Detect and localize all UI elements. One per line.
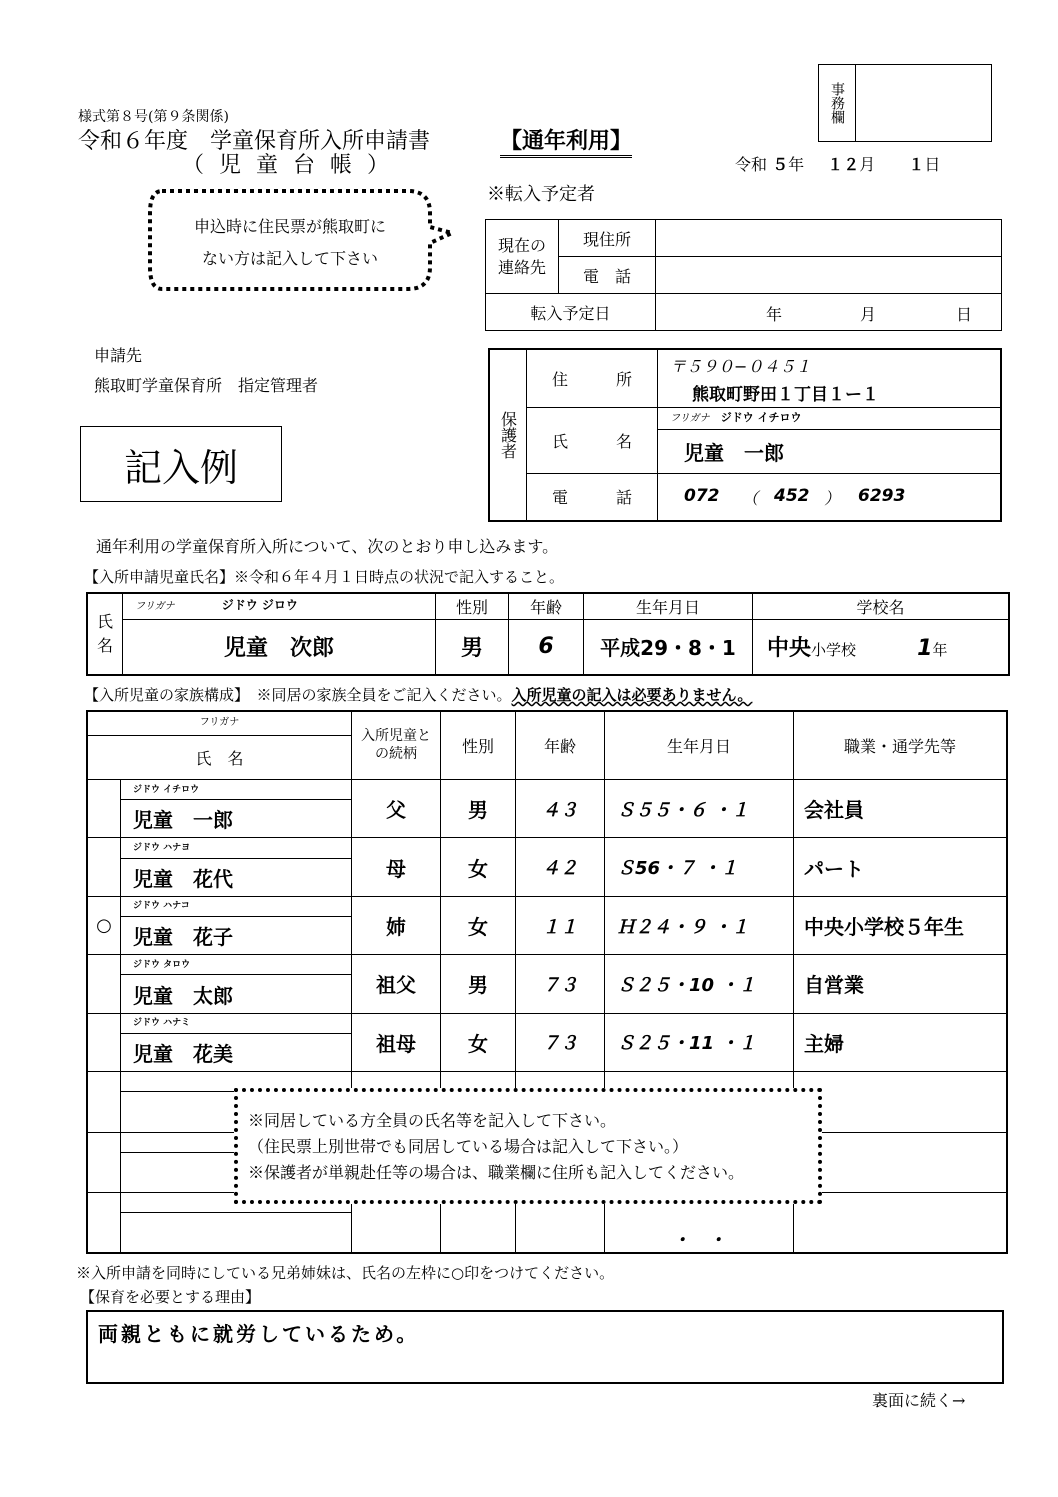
applicant-gender[interactable]: 男 [436, 619, 509, 675]
family-name-cell[interactable]: 児童 花子 [121, 916, 352, 954]
family-heading-note: 入所児童の記入は必要ありません。 [511, 686, 753, 704]
transfer-date-label: 転入予定日 [486, 294, 656, 331]
family-age-cell[interactable]: ７３ [516, 1013, 605, 1071]
applicant-gender-col: 性別 [436, 593, 509, 619]
transfer-date-field[interactable] [656, 294, 1002, 331]
applicant-name[interactable]: 児童 次郎 [123, 619, 436, 675]
intro-text: 通年利用の学童保育所入所について、次のとおり申し込みます。 [96, 537, 559, 556]
family-gender-cell[interactable]: 女 [441, 1013, 516, 1071]
guardian-name-field[interactable]: 児童 一郎 [658, 429, 1002, 473]
applicant-heading: 【入所申請児童氏名】※令和６年４月１日時点の状況で記入すること。 [84, 568, 565, 586]
applicant-age[interactable]: 6 [509, 619, 584, 675]
guardian-phone-number: 6293 [858, 485, 906, 506]
applicant-school-name: 中央 [767, 636, 812, 662]
date-month-unit: 月 [859, 155, 876, 174]
overlay-note-line-2: （住民票上別世帯でも同居している場合は記入して下さい。） [248, 1137, 689, 1156]
applicant-furigana-label: フリガナ [135, 601, 175, 613]
family-name-cell[interactable]: 児童 一郎 [121, 800, 352, 838]
family-job-cell[interactable] [794, 1192, 1008, 1253]
applicant-grade: 1 [917, 636, 933, 662]
family-age-cell[interactable]: ４３ [516, 779, 605, 837]
family-job-cell[interactable]: 主婦 [794, 1013, 1008, 1071]
applicant-name-col-label: 氏名 [96, 612, 113, 655]
guardian-address: 熊取町野田１丁目１ー１ [692, 385, 879, 405]
date-month: １２ [827, 155, 860, 174]
recipient-name: 熊取町学童保育所 指定管理者 [94, 376, 319, 395]
current-address-field[interactable] [656, 220, 1002, 257]
family-name-cell[interactable]: 児童 太郎 [121, 975, 352, 1013]
family-relation-cell[interactable]: 姉 [352, 896, 441, 954]
applicant-table [86, 592, 1010, 676]
family-furigana-cell[interactable]: ジドウ ハナコ [121, 896, 352, 916]
family-mark-cell[interactable] [87, 955, 121, 1013]
family-relation-cell[interactable]: 祖母 [352, 1013, 441, 1071]
table-row [87, 896, 1007, 916]
transfer-day-unit: 日 [956, 305, 973, 324]
family-name-cell[interactable]: 児童 花美 [121, 1033, 352, 1071]
office-box-label: 事務欄 [819, 65, 856, 141]
current-address-label: 現住所 [559, 220, 656, 257]
family-age-cell[interactable]: １１ [516, 896, 605, 954]
applicant-birth-col: 生年月日 [584, 593, 753, 619]
applicant-furigana: ジドウ ジロウ [221, 598, 298, 613]
table-row [87, 838, 1007, 858]
family-relation-header [352, 711, 441, 779]
applicant-grade-suffix: 年 [932, 641, 948, 660]
title-tag: 【通年利用】 [500, 124, 632, 158]
date-era: 令和 [735, 155, 768, 174]
family-age-header: 年齢 [516, 711, 605, 779]
family-birth-cell[interactable]: Ｓ５５・６ ・１ [605, 779, 794, 837]
applicant-school[interactable] [753, 619, 1010, 675]
family-birth-cell[interactable]: Ｓ56・７ ・１ [605, 838, 794, 896]
applicant-age-col: 年齢 [509, 593, 584, 619]
table-row [87, 1013, 1007, 1033]
family-mark-cell[interactable] [87, 1072, 121, 1132]
family-job-cell[interactable]: 自営業 [794, 955, 1008, 1013]
family-overlay-note [234, 1088, 822, 1204]
family-job-cell[interactable]: パート [794, 838, 1008, 896]
transfer-heading: ※転入予定者 [487, 184, 595, 205]
reason-heading: 【保育を必要とする理由】 [80, 1288, 261, 1306]
family-gender-cell[interactable]: 男 [441, 779, 516, 837]
date-day-unit: 日 [924, 155, 941, 174]
guardian-postal: 〒５９０−０４５１ [670, 357, 812, 376]
form-number: 様式第８号(第９条関係) [78, 109, 229, 125]
family-age-cell[interactable]: ７３ [516, 955, 605, 1013]
family-job-cell[interactable] [794, 1072, 1008, 1132]
guardian-table [488, 348, 1002, 522]
callout-line-1: 申込時に住民票が熊取町に [193, 217, 386, 236]
applicant-birth[interactable]: 平成29・8・1 [584, 619, 753, 675]
family-gender-header: 性別 [441, 711, 516, 779]
callout-bubble [140, 185, 460, 300]
overlay-note-line-3: ※保護者が単親赴任等の場合は、職業欄に住所も記入してください。 [248, 1163, 745, 1182]
callout-line-2: ない方は記入して下さい [201, 249, 378, 268]
date-day: １ [908, 155, 925, 174]
family-furigana-header: フリガナ [87, 711, 352, 735]
family-mark-cell[interactable] [87, 1192, 121, 1253]
furigana-label: フリガナ [670, 412, 710, 424]
family-birth-cell[interactable]: ・ ・ [605, 1192, 794, 1253]
family-mark-cell[interactable] [87, 1132, 121, 1192]
guardian-side-label: 保護者 [498, 411, 518, 459]
applicant-school-col: 学校名 [753, 593, 1010, 619]
family-name-header: 氏 名 [87, 735, 352, 779]
family-birth-cell[interactable]: Ｓ２５・10 ・１ [605, 955, 794, 1013]
contact-label-cell [486, 220, 559, 294]
guardian-phone-close: ） [824, 488, 841, 508]
continue-note: 裏面に続く→ [872, 1391, 966, 1410]
family-mark-cell[interactable] [87, 779, 121, 837]
date-year: ５ [772, 155, 789, 174]
reason-box[interactable] [86, 1310, 1004, 1384]
guardian-address-field[interactable] [658, 349, 1002, 407]
applicant-furigana-cell[interactable] [123, 593, 436, 619]
family-furigana-cell[interactable]: ジドウ イチロウ [121, 779, 352, 799]
transfer-month-unit: 月 [860, 305, 877, 324]
example-stamp: 記入例 [80, 426, 282, 502]
family-job-cell[interactable]: 会社員 [794, 779, 1008, 837]
family-heading [84, 684, 752, 705]
family-heading-text: 【入所児童の家族構成】 ※同居の家族全員をご記入ください。 [84, 686, 512, 704]
family-job-cell[interactable]: 中央小学校５年生 [794, 896, 1008, 954]
family-birth-header: 生年月日 [605, 711, 794, 779]
applicant-name-col [87, 593, 123, 675]
page-title: 令和６年度 学童保育所入所申請書 [78, 129, 431, 154]
guardian-phone-exchange: 452 [774, 485, 810, 506]
guardian-side-cell [489, 349, 527, 521]
family-relation-cell[interactable]: 母 [352, 838, 441, 896]
guardian-phone-field[interactable] [658, 473, 1002, 521]
application-date [735, 152, 940, 175]
office-box [818, 64, 992, 142]
family-job-cell[interactable] [794, 1132, 1008, 1192]
current-phone-field[interactable] [656, 257, 1002, 294]
family-relation-header-text: 入所児童との続柄 [361, 728, 431, 763]
page-subtitle: （ 児 童 台 帳 ） [182, 153, 393, 178]
family-furigana-cell[interactable]: ジドウ タロウ [121, 955, 352, 975]
date-year-unit: 年 [788, 155, 805, 174]
family-mark-cell[interactable]: ○ [87, 896, 121, 954]
guardian-phone-label: 電 話 [527, 473, 658, 521]
family-gender-cell[interactable]: 男 [441, 955, 516, 1013]
family-furigana-cell[interactable]: ジドウ ハナミ [121, 1013, 352, 1033]
guardian-phone-open: （ [742, 488, 759, 508]
family-furigana-cell[interactable]: ジドウ ハナヨ [121, 838, 352, 858]
sibling-note: ※入所申請を同時にしている兄弟姉妹は、氏名の左枠に○印をつけてください。 [76, 1264, 615, 1282]
family-name-cell[interactable] [121, 1213, 352, 1253]
family-mark-cell[interactable] [87, 1013, 121, 1071]
family-gender-cell[interactable]: 女 [441, 838, 516, 896]
guardian-phone-area: 072 [684, 485, 720, 506]
reason-text: 両親ともに就労しているため。 [98, 1322, 420, 1346]
recipient-label: 申請先 [94, 346, 143, 365]
family-relation-cell[interactable]: 父 [352, 779, 441, 837]
family-name-cell[interactable]: 児童 花代 [121, 858, 352, 896]
family-age-cell[interactable]: ４２ [516, 838, 605, 896]
guardian-name-label: 氏 名 [527, 407, 658, 473]
family-birth-cell[interactable]: Ｈ２４・９ ・１ [605, 896, 794, 954]
family-relation-cell[interactable]: 祖父 [352, 955, 441, 1013]
guardian-name-furigana: ジドウ イチロウ [720, 410, 802, 424]
transfer-year-unit: 年 [766, 305, 783, 324]
table-row [87, 955, 1007, 975]
contact-label: 現在の連絡先 [497, 235, 546, 277]
family-gender-cell[interactable]: 女 [441, 896, 516, 954]
applicant-school-suffix: 小学校 [811, 641, 857, 660]
family-birth-cell[interactable]: Ｓ２５・11 ・１ [605, 1013, 794, 1071]
family-mark-cell[interactable] [87, 838, 121, 896]
guardian-furigana-field[interactable] [658, 407, 1002, 429]
current-phone-label: 電 話 [559, 257, 656, 294]
family-job-header: 職業・通学先等 [794, 711, 1008, 779]
transfer-table [485, 219, 1002, 331]
guardian-address-label: 住 所 [527, 349, 658, 407]
overlay-note-line-1: ※同居している方全員の氏名等を記入して下さい。 [248, 1111, 617, 1130]
table-row [87, 779, 1007, 799]
